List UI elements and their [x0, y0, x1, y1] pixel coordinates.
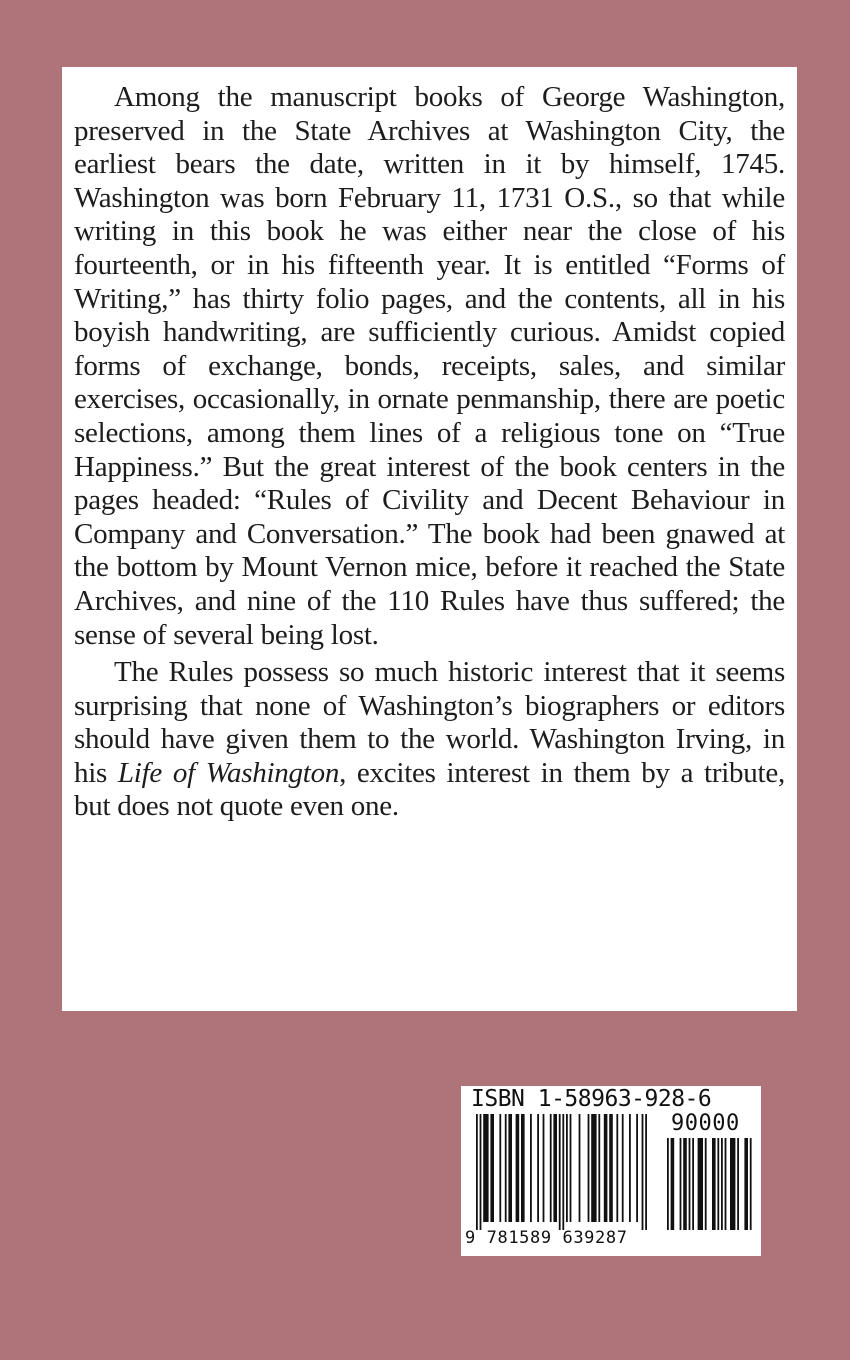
addon-barcode — [667, 1138, 755, 1230]
ean-barcode — [466, 1114, 658, 1230]
ean-bar — [499, 1114, 501, 1222]
ean-bar — [609, 1114, 613, 1222]
ean-bar — [521, 1114, 525, 1222]
addon-bar — [750, 1138, 752, 1230]
addon-bar — [683, 1138, 687, 1230]
addon-bar — [712, 1138, 716, 1230]
paragraph-2 — [74, 656, 785, 824]
ean-bar — [483, 1114, 488, 1222]
ean-bar — [559, 1114, 561, 1230]
ean-bar — [622, 1114, 624, 1222]
addon-bar — [730, 1138, 735, 1230]
ean-bar — [645, 1114, 647, 1230]
ean-bar — [480, 1114, 482, 1230]
addon-bar — [717, 1138, 719, 1230]
ean-bar — [553, 1114, 557, 1222]
ean-bar — [579, 1114, 581, 1222]
text-panel — [62, 67, 797, 1011]
ean-bar — [598, 1114, 600, 1222]
addon-bar — [692, 1138, 694, 1230]
ean-bar — [550, 1114, 552, 1222]
ean-bar — [505, 1114, 507, 1222]
addon-bar — [698, 1138, 703, 1230]
addon-bar — [689, 1138, 691, 1230]
addon-bar — [671, 1138, 675, 1230]
ean-bar — [566, 1114, 568, 1222]
ean-bar — [604, 1114, 608, 1222]
addon-bar — [721, 1138, 723, 1230]
ean-digits: 9 781589 639287 — [465, 1228, 628, 1248]
addon-bar — [667, 1138, 669, 1230]
ean-bar — [530, 1114, 532, 1222]
book-title: Life of Washington — [117, 756, 340, 789]
barcode-box — [461, 1086, 761, 1256]
paragraph-2-end: , excites interest in them by a tribute, but does not quote even one. — [74, 756, 785, 823]
ean-bar — [616, 1114, 618, 1222]
ean-bar — [543, 1114, 545, 1222]
addon-bar — [725, 1138, 727, 1230]
addon-bar — [744, 1138, 748, 1230]
ean-bar — [591, 1114, 596, 1222]
ean-bar — [516, 1114, 520, 1222]
price-code: 90000 — [671, 1111, 740, 1136]
addon-bar — [737, 1138, 739, 1230]
ean-bar — [588, 1114, 590, 1222]
ean-bar — [636, 1114, 638, 1222]
addon-bar — [705, 1138, 707, 1230]
isbn-label: ISBN 1-58963-928-6 — [471, 1086, 712, 1112]
ean-bar — [537, 1114, 539, 1222]
addon-bar — [680, 1138, 682, 1230]
ean-bar — [476, 1114, 478, 1230]
ean-bar — [562, 1114, 564, 1230]
ean-bar — [508, 1114, 512, 1222]
paragraph-2-start: The Rules possess so much historic interest that it seems surprising that none of Washington’s biographers or editors should have given them to the world. Washington Irving, in his — [74, 656, 785, 789]
paragraph-1: Among the manuscript books of George Washington, preserved in the State Archives at Washington City, the earliest bears the date, written in it by himself, 1745. Washington was born February 11, 1731 O.S., so that while writing in this book he was either near the close of his fourteenth, or in his fifteenth year. It is entitled “Forms of Writing,” has thirty folio pages, and the contents, all in his boyish handwriting, are sufficiently curious. Amidst copied forms of exchange, bonds, receipts, sales, and similar exercises, occasionally, in ornate penmanship, there are poetic selections, among them lines of a religious tone on “True Happiness.” But the great interest of the book centers in the pages headed: “Rules of Civility and Decent Behaviour in Company and Conversation.” The book had been gnawed at the bottom by Mount Vernon mice, before it reached the State Archives, and nine of the 110 Rules have thus suffered; the sense of several being lost. — [74, 81, 785, 651]
ean-bar — [642, 1114, 644, 1230]
ean-bar — [490, 1114, 494, 1222]
ean-bar — [570, 1114, 572, 1222]
ean-bar — [629, 1114, 631, 1222]
